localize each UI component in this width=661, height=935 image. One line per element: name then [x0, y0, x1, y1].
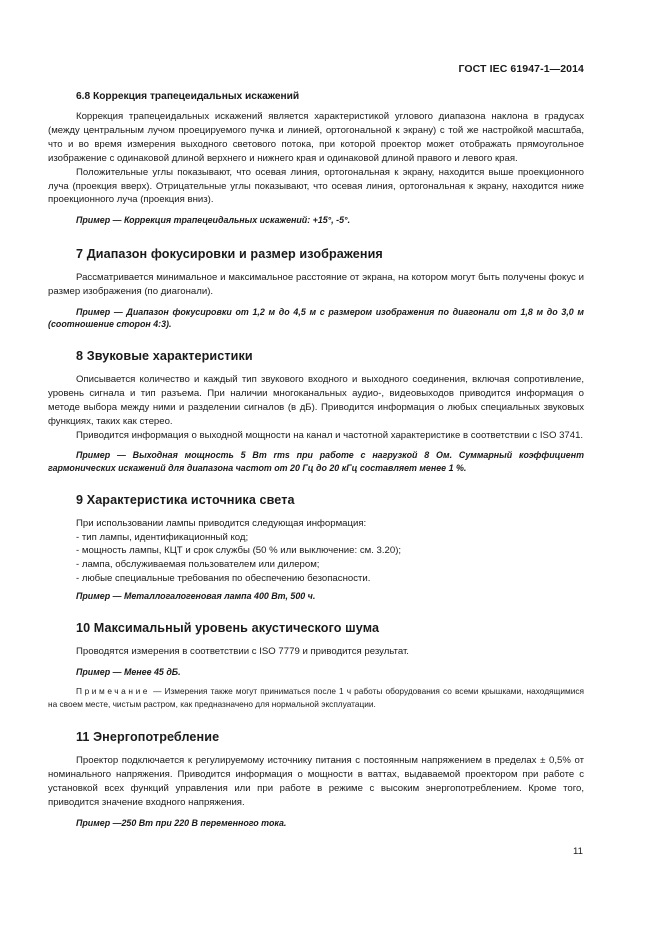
paragraph: Рассматривается минимальное и максимальное расстояние от экрана, на котором могут быть получены фокус и размер изображения (по диагонали). — [48, 271, 584, 297]
standard-designation: ГОСТ IEC 61947-1—2014 — [458, 63, 584, 75]
note-label: Примечание — [76, 686, 151, 697]
note — [48, 685, 584, 710]
paragraph: Проводятся измерения в соответствии с ISO 7779 и приводится результат. — [76, 645, 409, 657]
list-item: - мощность лампы, КЦТ и срок службы (50 % или выключение: см. 3.20); — [76, 545, 402, 557]
paragraph: При использовании лампы приводится следующая информация: — [76, 517, 367, 529]
list-item: - лампа, обслуживаемая пользователем или дилером; — [76, 559, 320, 571]
section-8 — [48, 349, 584, 475]
example: Пример — Менее 45 дБ. — [76, 666, 181, 677]
section-heading: 10 Максимальный уровень акустического шума — [76, 620, 380, 635]
example: Пример — Диапазон фокусировки от 1,2 м до 4,5 м с размером изображения по диагонали от 1,8 м до 3,0 м (соотношение сторон 4:3). — [48, 306, 584, 330]
section-heading: 8 Звуковые характеристики — [76, 348, 253, 363]
section-7 — [48, 247, 584, 331]
section-heading: 6.8 Коррекция трапецеидальных искажений — [76, 91, 300, 102]
section-6-8 — [48, 91, 584, 227]
list-item: - любые специальные требования по обеспечению безопасности. — [76, 573, 371, 585]
page-content — [48, 91, 584, 829]
page-number: 11 — [573, 846, 583, 857]
paragraph: Положительные углы показывают, что осевая линия, ортогональная к экрану, находится выше проекционного луча (проекция вверх). Отрицательные углы показывают, что осевая линия, ортогональная к экрану, находится ниже проекционного луча (проекция вниз). — [48, 166, 584, 206]
section-9 — [48, 493, 584, 603]
paragraph: Проектор подключается к регулируемому источнику питания с постоянным напряжением в пределах ± 0,5% от номинального напряжения. Приводится информация о мощности в ваттах, выдаваемой проектором при работе с установкой всех функций управления или при работе в режиме с высоким энергопотреблением. Кроме того, приводится значение входного напряжения. — [48, 755, 584, 808]
note-text: — Измерения также могут приниматься после 1 ч работы оборудования со всеми крышками, находящимися на своем месте, чистым растром, как предназначено для нормальной эксплуатации. — [48, 686, 584, 709]
list-item: - тип лампы, идентификационный код; — [76, 531, 249, 543]
example: Пример —250 Вт при 220 В переменного тока. — [76, 817, 287, 828]
section-11 — [48, 730, 584, 829]
section-10 — [48, 621, 584, 710]
example: Пример — Металлогалогеновая лампа 400 Вт, 500 ч. — [76, 591, 316, 602]
section-heading: 9 Характеристика источника света — [76, 492, 295, 507]
paragraph: Коррекция трапецеидальных искажений является характеристикой углового диапазона наклона в градусах (между центральным лучом проецируемого пучка и линией, ортогональной к экрану) с той же настройкой масштаба, что и во время измерения выходного светового потока, при которой проектор может отображать прямоугольное изображение с одинаковой длиной верхнего и нижнего края и одинаковой длиной правого и левого края. — [48, 111, 584, 164]
section-heading: 11 Энергопотребление — [76, 730, 220, 745]
paragraph: Приводится информация о выходной мощности на канал и частотной характеристике в соответствии с ISO 3741. — [76, 429, 584, 441]
section-heading: 7 Диапазон фокусировки и размер изображения — [76, 246, 383, 261]
example: Пример — Выходная мощность 5 Вт rms при работе с нагрузкой 8 Ом. Суммарный коэффициент гармонических искажений для диапазона частот от 20 Гц до 20 кГц составляет менее 1 %. — [48, 450, 584, 474]
example: Пример — Коррекция трапецеидальных искажений: +15°, -5°. — [76, 215, 351, 226]
paragraph: Описывается количество и каждый тип звукового входного и выходного соединения, включая сопротивление, уровень сигнала и тип разъема. При наличии многоканальных аудио-, видеовыходов приводится информация о методе выбора между ними и разделении сигналов (в дБ). Приводится информация о любых специальных звуковых функциях, таких как стерео. — [48, 373, 584, 427]
